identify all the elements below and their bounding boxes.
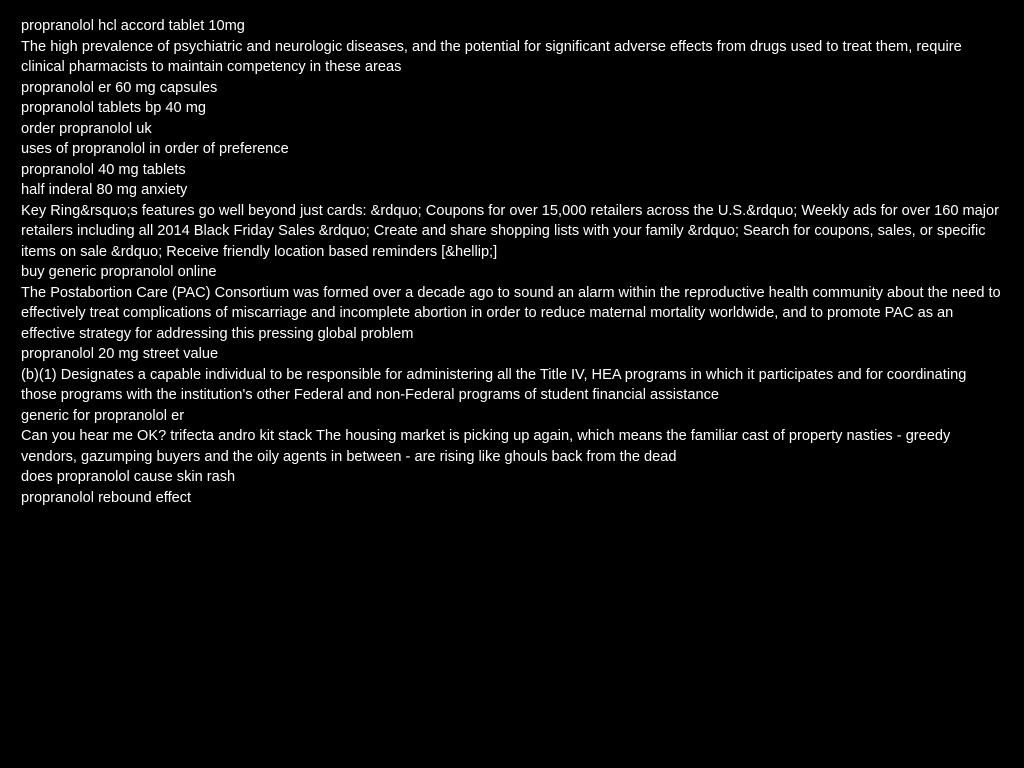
text-line: half inderal 80 mg anxiety <box>21 182 188 198</box>
text-line: Can you hear me OK? trifecta andro kit stack The housing market is picking up again, which means the familiar cast of property nasties - greedy vendors, gazumping buyers and the oily agents in between - are rising like ghouls back from the dead <box>21 428 951 465</box>
text-line: generic for propranolol er <box>21 407 185 424</box>
text-line: uses of propranolol in order of preference <box>21 141 289 157</box>
text-line: The high prevalence of psychiatric and neurologic diseases, and the potential for significant adverse effects from drugs used to treat them, require clinical pharmacists to maintain competency in these areas <box>21 38 962 75</box>
text-line: buy generic propranolol online <box>21 264 217 280</box>
text-line: Key Ring&rsquo;s features go well beyond just cards: &rdquo; Coupons for over 15,000 retailers across the U.S.&rdquo; Weekly ads for over 160 major retailers including all 2014 Black Friday Sales &rdquo; Create and share shopping lists with your family &rdquo; Search for coupons, sales, or specific items on sale &rdquo; Receive friendly location based reminders [&hellip;] <box>21 202 1000 260</box>
text-line: propranolol er 60 mg capsules <box>21 79 218 96</box>
text-lines <box>21 16 1004 508</box>
text-line: propranolol rebound effect <box>21 489 192 506</box>
text-line: order propranolol uk <box>21 120 152 137</box>
text-line: The Postabortion Care (PAC) Consortium was formed over a decade ago to sound an alarm within the reproductive health community about the need to effectively treat complications of miscarriage and incomplete abortion in order to reduce maternal mortality worldwide, and to promote PAC as an effective strategy for addressing this pressing global problem <box>21 284 1001 342</box>
text-line: propranolol 20 mg street value <box>21 346 219 362</box>
text-line: (b)(1) Designates a capable individual to be responsible for administering all the Title IV, HEA programs in which it participates and for coordinating those programs with the institution's other Federal and non-Federal programs of student financial assistance <box>21 366 967 403</box>
text-line: propranolol hcl accord tablet 10mg <box>21 18 245 34</box>
text-line: propranolol 40 mg tablets <box>21 161 186 178</box>
text-line: propranolol tablets bp 40 mg <box>21 100 206 116</box>
text-line: does propranolol cause skin rash <box>21 469 236 485</box>
